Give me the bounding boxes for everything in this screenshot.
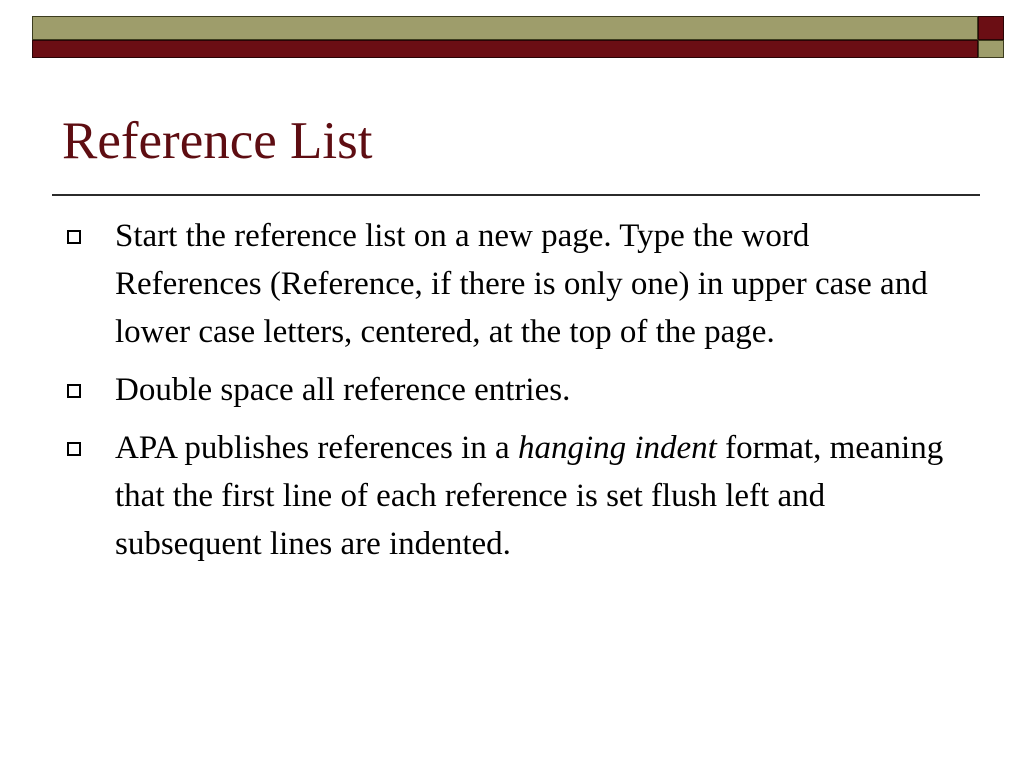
bullet-item [62,366,962,414]
hollow-square-bullet-icon [67,384,81,398]
bullet-text-after: format, meaning that the first line of each reference is set flush left and subsequent lines are indented. [115,430,944,562]
hollow-square-bullet-icon [67,442,81,456]
header-band-maroon [32,40,978,58]
bullet-text-italic: hanging indent [517,430,717,466]
bullet-list [62,212,962,578]
bullet-item [62,424,962,568]
bullet-text: Double space all reference entries. [115,372,571,408]
header-band-olive [32,16,978,40]
corner-square-olive [978,40,1004,58]
hollow-square-bullet-icon [67,230,81,244]
corner-square-maroon [978,16,1004,40]
slide-title: Reference List [62,112,373,170]
bullet-item [62,212,962,356]
bullet-text: Start the reference list on a new page. Type the word References (Reference, if there is only one) in upper case and lower case letters, centered, at the top of the page. [115,218,928,350]
bullet-text-before: APA publishes references in a [115,430,518,466]
title-divider [52,194,980,196]
